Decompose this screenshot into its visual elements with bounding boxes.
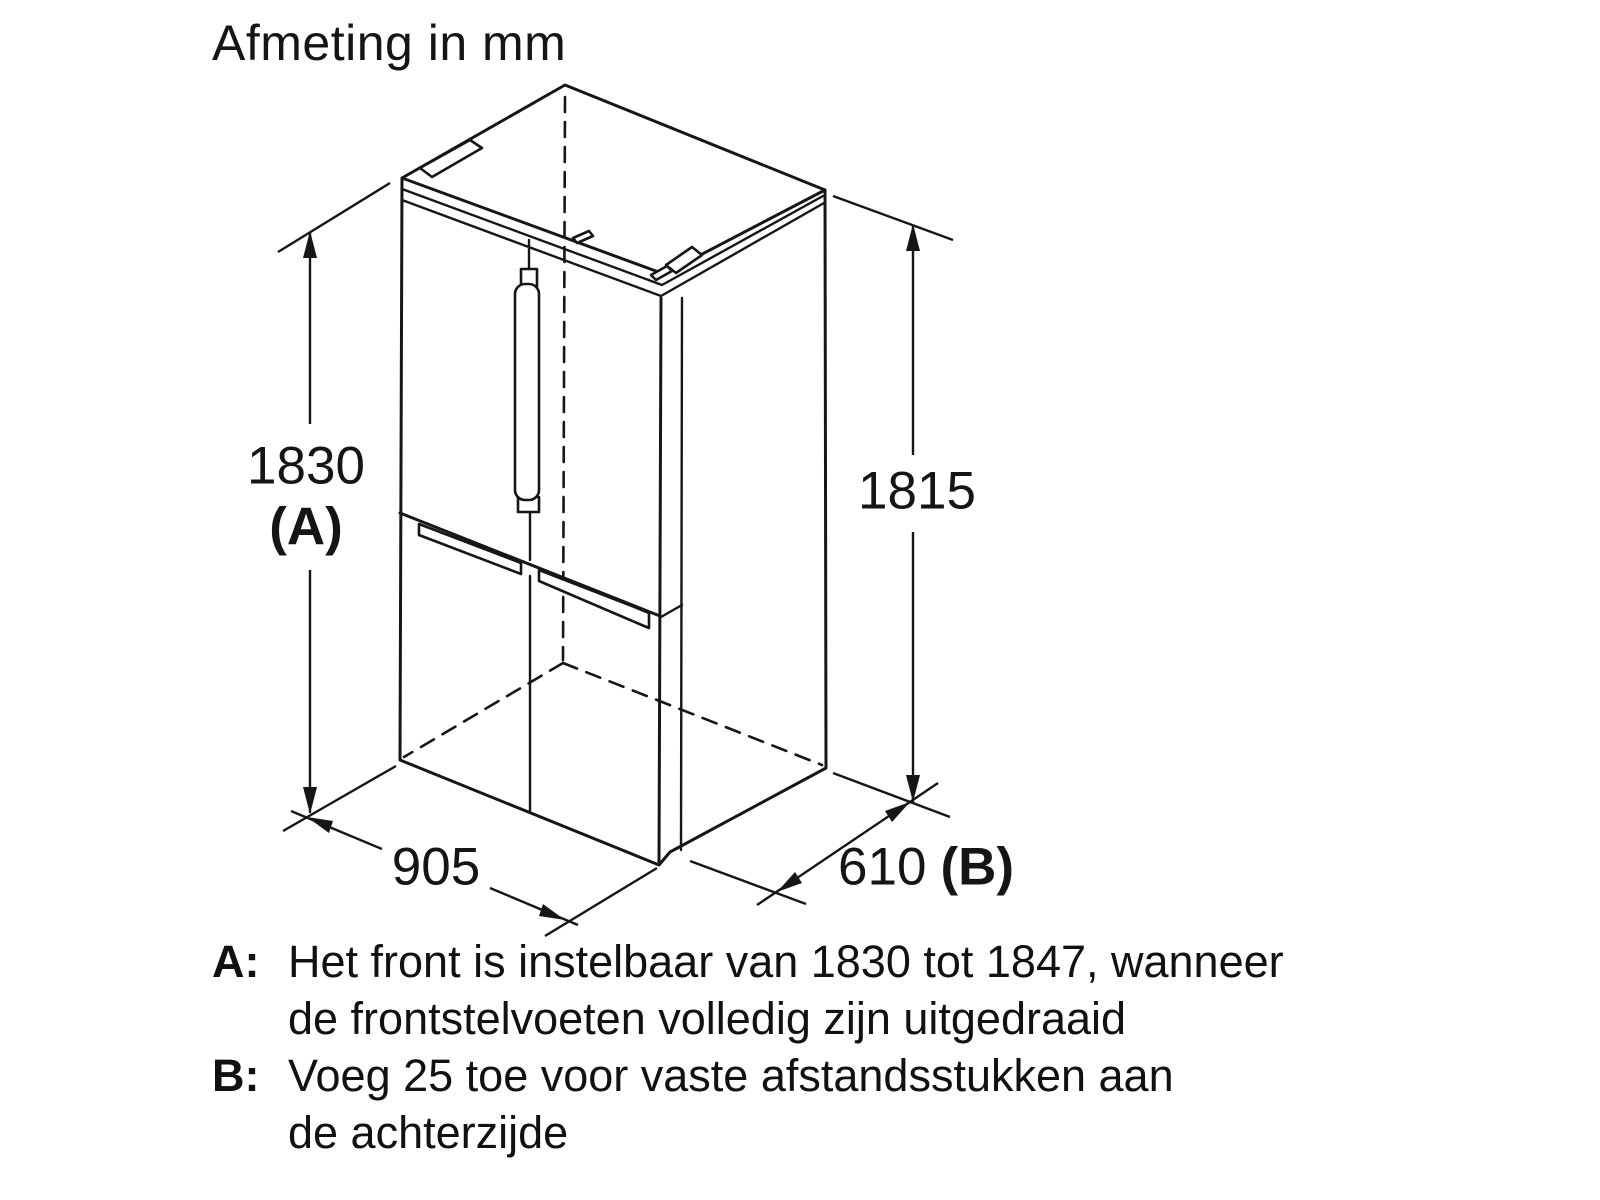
dim-label-depth-value: 610	[838, 837, 927, 897]
footnote-b-line1: Voeg 25 toe voor vaste afstandsstukken aan	[288, 1050, 1174, 1101]
fridge-door-handle	[515, 269, 539, 512]
dim-label-side-height: 1815	[858, 461, 976, 521]
dim-label-depth-key: (B)	[940, 837, 1015, 897]
footnotes	[212, 933, 1472, 1161]
fridge-outline	[400, 85, 826, 865]
dim-label-width: 905	[391, 837, 481, 897]
dim-label-depth	[838, 837, 1014, 898]
footnote-a-key: A:	[212, 936, 260, 987]
dim-label-front-height-key: (A)	[269, 497, 343, 557]
diagram-title: Afmeting in mm	[212, 15, 567, 71]
footnote-a-line1: Het front is instelbaar van 1830 tot 1847, wanneer	[288, 936, 1284, 987]
hidden-edges-dashed	[404, 97, 822, 765]
footnote-a	[212, 933, 1472, 1047]
drawer-handles	[419, 524, 649, 628]
footnote-a-line2: de frontstelvoeten volledig zijn uitgedraaid	[288, 993, 1127, 1044]
dim-label-front-height: 1830	[247, 436, 365, 496]
footnote-b-key: B:	[212, 1050, 260, 1101]
footnote-a-text	[288, 933, 1472, 1047]
footnote-b-text	[288, 1047, 1472, 1161]
footnote-b	[212, 1047, 1472, 1161]
footnote-b-line2: de achterzijde	[288, 1107, 569, 1158]
door-gap-lines	[400, 240, 682, 811]
